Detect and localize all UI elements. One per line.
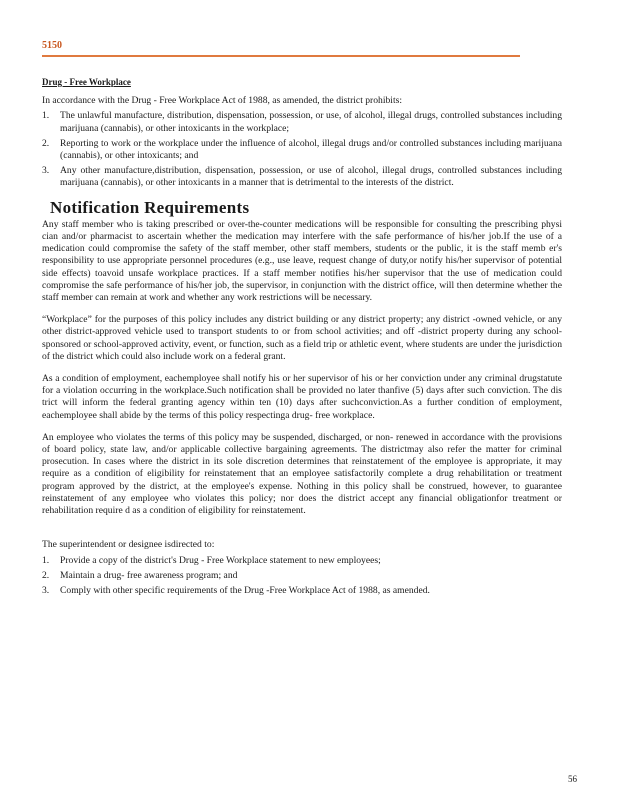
list-number: 2. <box>42 137 50 149</box>
list-item <box>42 138 562 162</box>
header-divider <box>42 55 520 57</box>
policy-number: 5150 <box>42 40 62 51</box>
list-text: Any other manufacture,distribution, dispensation, possession, or use of alcohol, illegal drugs, controlled substances including marijuana (cannabis), or other intoxicants in a manner that is detrimental to the interests of the district. <box>60 165 562 189</box>
list-item <box>42 585 562 597</box>
list-text: Reporting to work or the workplace under the influence of alcohol, illegal drugs and/or controlled substances including marijuana (cannabis), or other intoxicants; and <box>60 137 562 162</box>
paragraph: As a condition of employment, eachemployee shall notify his or her supervisor of his or her conviction under any criminal drugstatute for a violation occurring in the workplace.Such notification shall be provided no later thanfive (5) days after such conviction. The dis trict will inform the federal granting agency within ten (10) days after suchconviction.As a further condition of employment, eachemployee shall abide by the terms of this policy respectinga drug- free workplace. <box>42 373 562 421</box>
list-number: 3. <box>42 165 50 177</box>
list-number: 1. <box>42 110 50 122</box>
list-number: 1. <box>42 554 50 566</box>
list-text: The unlawful manufacture, distribution, dispensation, possession, or use, of alcohol, illegal drugs, controlled substances including marijuana (cannabis), or other intoxicants in the workplace; <box>60 110 562 134</box>
section-subheading: Drug - Free Workplace <box>42 77 131 87</box>
page-number: 56 <box>568 774 577 784</box>
list-number: 3. <box>42 584 50 596</box>
paragraph: “Workplace” for the purposes of this policy includes any district building or any district property; any district -owned vehicle, or any other district-approved vehicle used to transport students to or from school activities; and off -district property during any school-sponsored or school-approved activity, event, or function, such as a field trip or athletic event, where students are under the jurisdiction of the district which could also include work on a federal grant. <box>42 314 562 362</box>
paragraph: An employee who violates the terms of this policy may be suspended, discharged, or non- renewed in accordance with the provisions of board policy, state law, and/or applicable collective bargaining agreements. The districtmay also refer the matter for criminal prosecution. In cases where the district in its sole discretion determines that reinstatement of the employee is appropriate, it may require as a condition of eligibility for reinstatement that an employee satisfactorily complete a drug rehabilitation or treatment program approved by the district, at the employee's expense. Nothing in this policy shall be construed, however, to guarantee reinstatement of any employee who violates this policy; nor does the district accept any financial obligationfor treatment or rehabilitation require d as a condition of eligibility for reinstatement. <box>42 431 562 517</box>
list-item <box>42 570 562 582</box>
list-text: Comply with other specific requirements of the Drug -Free Workplace Act of 1988, as amended. <box>60 584 430 596</box>
intro-paragraph: In accordance with the Drug - Free Workplace Act of 1988, as amended, the district prohibits: <box>42 95 403 107</box>
section-heading: Notification Requirements <box>50 197 250 217</box>
list-item <box>42 110 562 134</box>
list-item <box>42 555 562 567</box>
directive-intro: The superintendent or designee isdirected to: <box>42 539 215 551</box>
list-number: 2. <box>42 569 50 581</box>
list-item <box>42 165 562 189</box>
list-text: Maintain a drug- free awareness program; and <box>60 569 238 581</box>
directives-list <box>42 555 562 598</box>
list-text: Provide a copy of the district's Drug - Free Workplace statement to new employees; <box>60 554 381 566</box>
prohibitions-list <box>42 110 562 189</box>
paragraph: Any staff member who is taking prescribed or over-the-counter medications will be responsible for consulting the prescribing physi cian and/or pharmacist to ascertain whether the medication may interfere with the safe performance of his/her job.If the use of a medication could compromise the safety of the staff member, other staff members, students or the public, it is the staff memb er's responsibility to use appropriate personnel procedures (e.g., use leave, request change of duty,or notify his/her supervisor of potential side effects) toavoid unsafe workplace practices. If a staff member notifies his/her supervisor that the use of medication could compromise the safe performance of his/her job, the supervisor, in conjunction with the district office, will then determine whether the staff member can remain at work and whether any work restrictions will be necessary. <box>42 218 562 304</box>
document-body <box>42 76 562 600</box>
